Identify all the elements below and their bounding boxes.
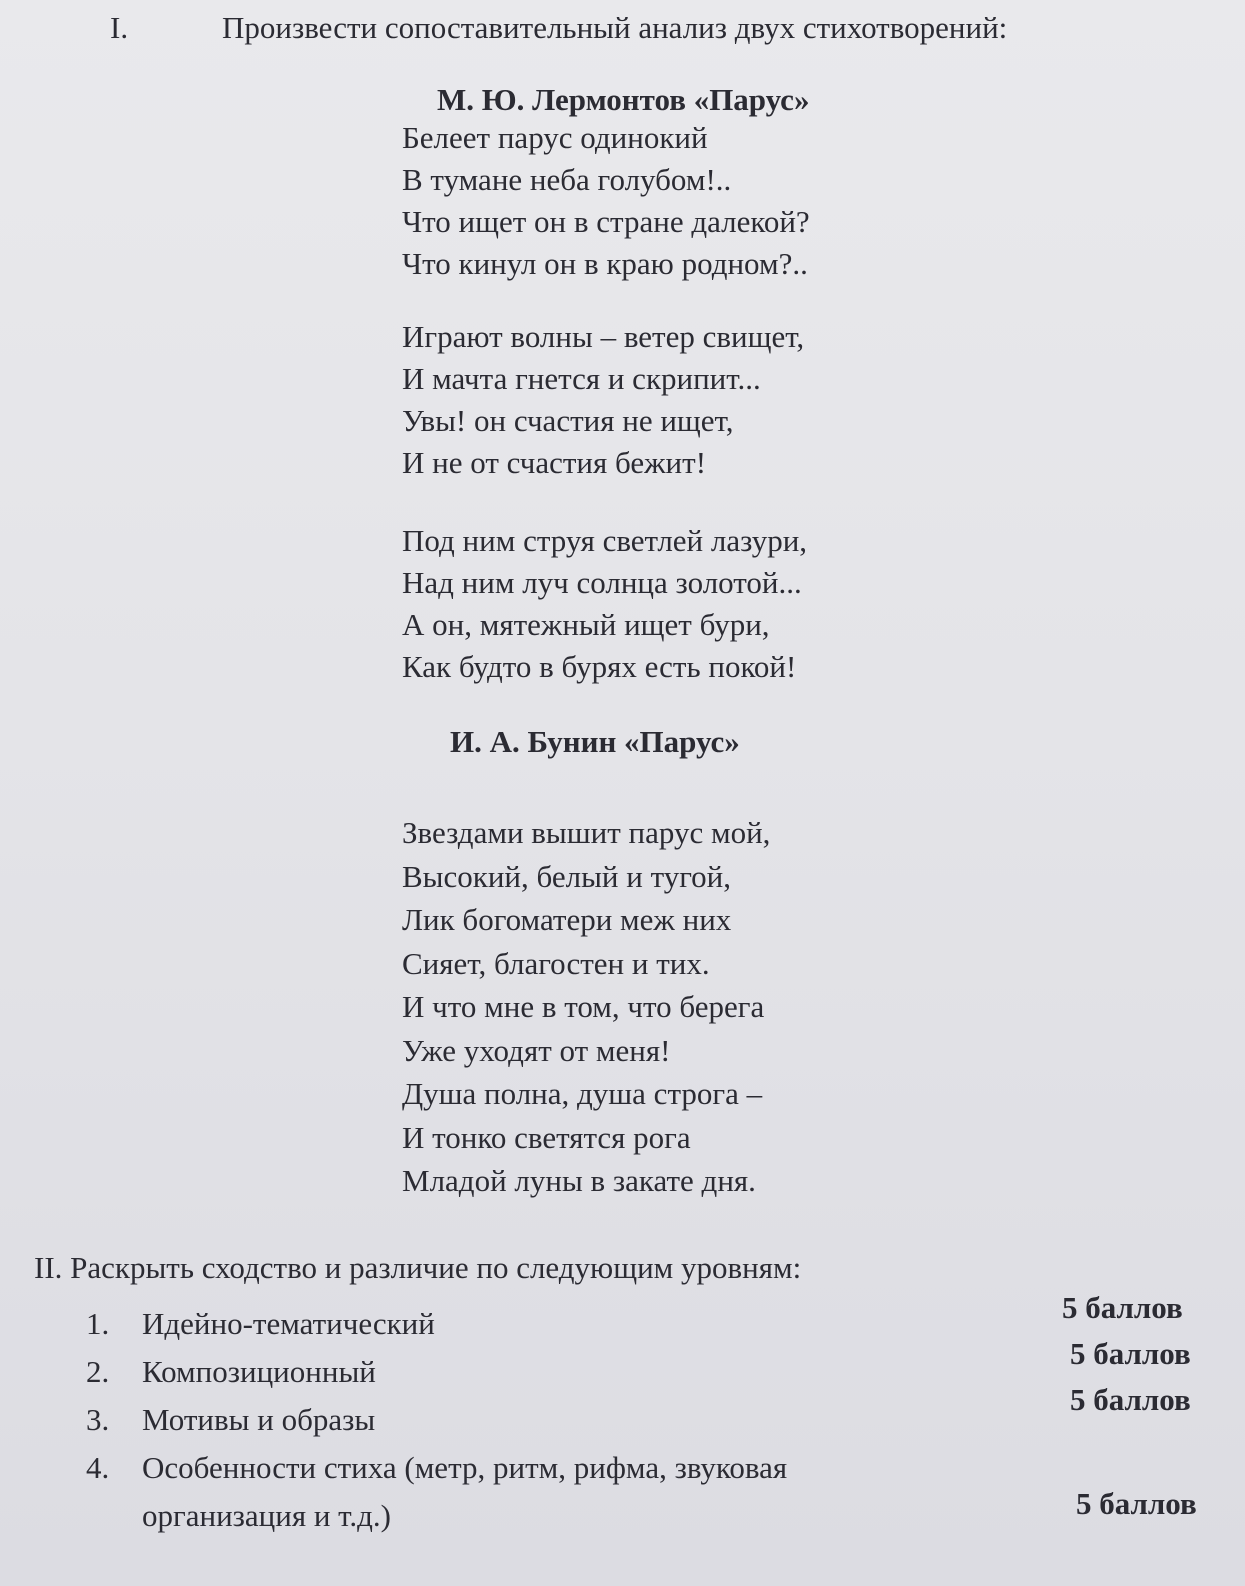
criteria-score: 5 баллов [1070, 1336, 1191, 1371]
poem-line: Над ним луч солнца золотой... [402, 565, 802, 600]
criteria-score: 5 баллов [1076, 1486, 1197, 1521]
criteria-number: 2. [86, 1354, 110, 1389]
poem-line: В тумане неба голубом!.. [402, 162, 732, 197]
task-text: Произвести сопоставительный анализ двух стихотворений: [222, 10, 1008, 45]
criteria-text: Композиционный [142, 1354, 376, 1389]
poem-line: Что кинул он в краю родном?.. [402, 246, 808, 281]
poem-line: И не от счастия бежит! [402, 445, 707, 480]
poem-line: Душа полна, душа строга – [402, 1076, 763, 1111]
poem-line: И что мне в том, что берега [402, 989, 765, 1024]
poem-line: И тонко светятся рога [402, 1119, 691, 1155]
poem-title-lermontov: М. Ю. Лермонтов «Парус» [437, 82, 810, 117]
poem-line: Как будто в бурях есть покой! [402, 649, 797, 684]
poem-title-bunin: И. А. Бунин «Парус» [450, 724, 740, 759]
criteria-number: 1. [86, 1306, 110, 1341]
criteria-text: Идейно-тематический [142, 1306, 435, 1341]
criteria-list [86, 1300, 787, 1540]
criteria-text-continued: организация и т.д.) [142, 1498, 391, 1533]
part2-heading: II. Раскрыть сходство и различие по следующим уровням: [34, 1250, 802, 1285]
poem-line: А он, мятежный ищет бури, [402, 607, 770, 642]
poem-line: Высокий, белый и тугой, [402, 858, 732, 894]
poem-line: Лик богоматери меж них [402, 902, 732, 937]
criteria-number: 4. [86, 1450, 110, 1485]
criteria-number: 3. [86, 1402, 110, 1437]
criteria-text: Особенности стиха (метр, ритм, рифма, звуковая [142, 1450, 788, 1485]
poem-line: И мачта гнется и скрипит... [402, 361, 761, 396]
poem-line: Под ним струя светлей лазури, [402, 523, 808, 558]
poem-line: Увы! он счастия не ищет, [402, 403, 734, 438]
criteria-item [86, 1396, 787, 1444]
poem-line: Уже уходят от меня! [402, 1032, 671, 1068]
poem-line: Играют волны – ветер свищет, [402, 319, 805, 354]
task-heading [110, 8, 1007, 48]
poem-stanza [402, 811, 770, 1203]
poem-line: Сияет, благостен и тих. [402, 945, 710, 981]
poem-line: Младой луны в закате дня. [402, 1163, 756, 1198]
criteria-item [86, 1348, 787, 1396]
poem-stanza [402, 117, 810, 285]
poem-line: Белеет парус одинокий [402, 120, 708, 155]
task-number: I. [110, 10, 129, 45]
criteria-text: Мотивы и образы [142, 1402, 376, 1437]
poem-line: Звездами вышит парус мой, [402, 815, 771, 850]
criteria-item [86, 1444, 787, 1540]
poem-stanza [402, 316, 804, 484]
criteria-score: 5 баллов [1070, 1382, 1191, 1417]
criteria-item [86, 1300, 787, 1348]
poem-line: Что ищет он в стране далекой? [402, 204, 810, 239]
criteria-score: 5 баллов [1062, 1290, 1183, 1325]
poem-stanza [402, 520, 807, 688]
